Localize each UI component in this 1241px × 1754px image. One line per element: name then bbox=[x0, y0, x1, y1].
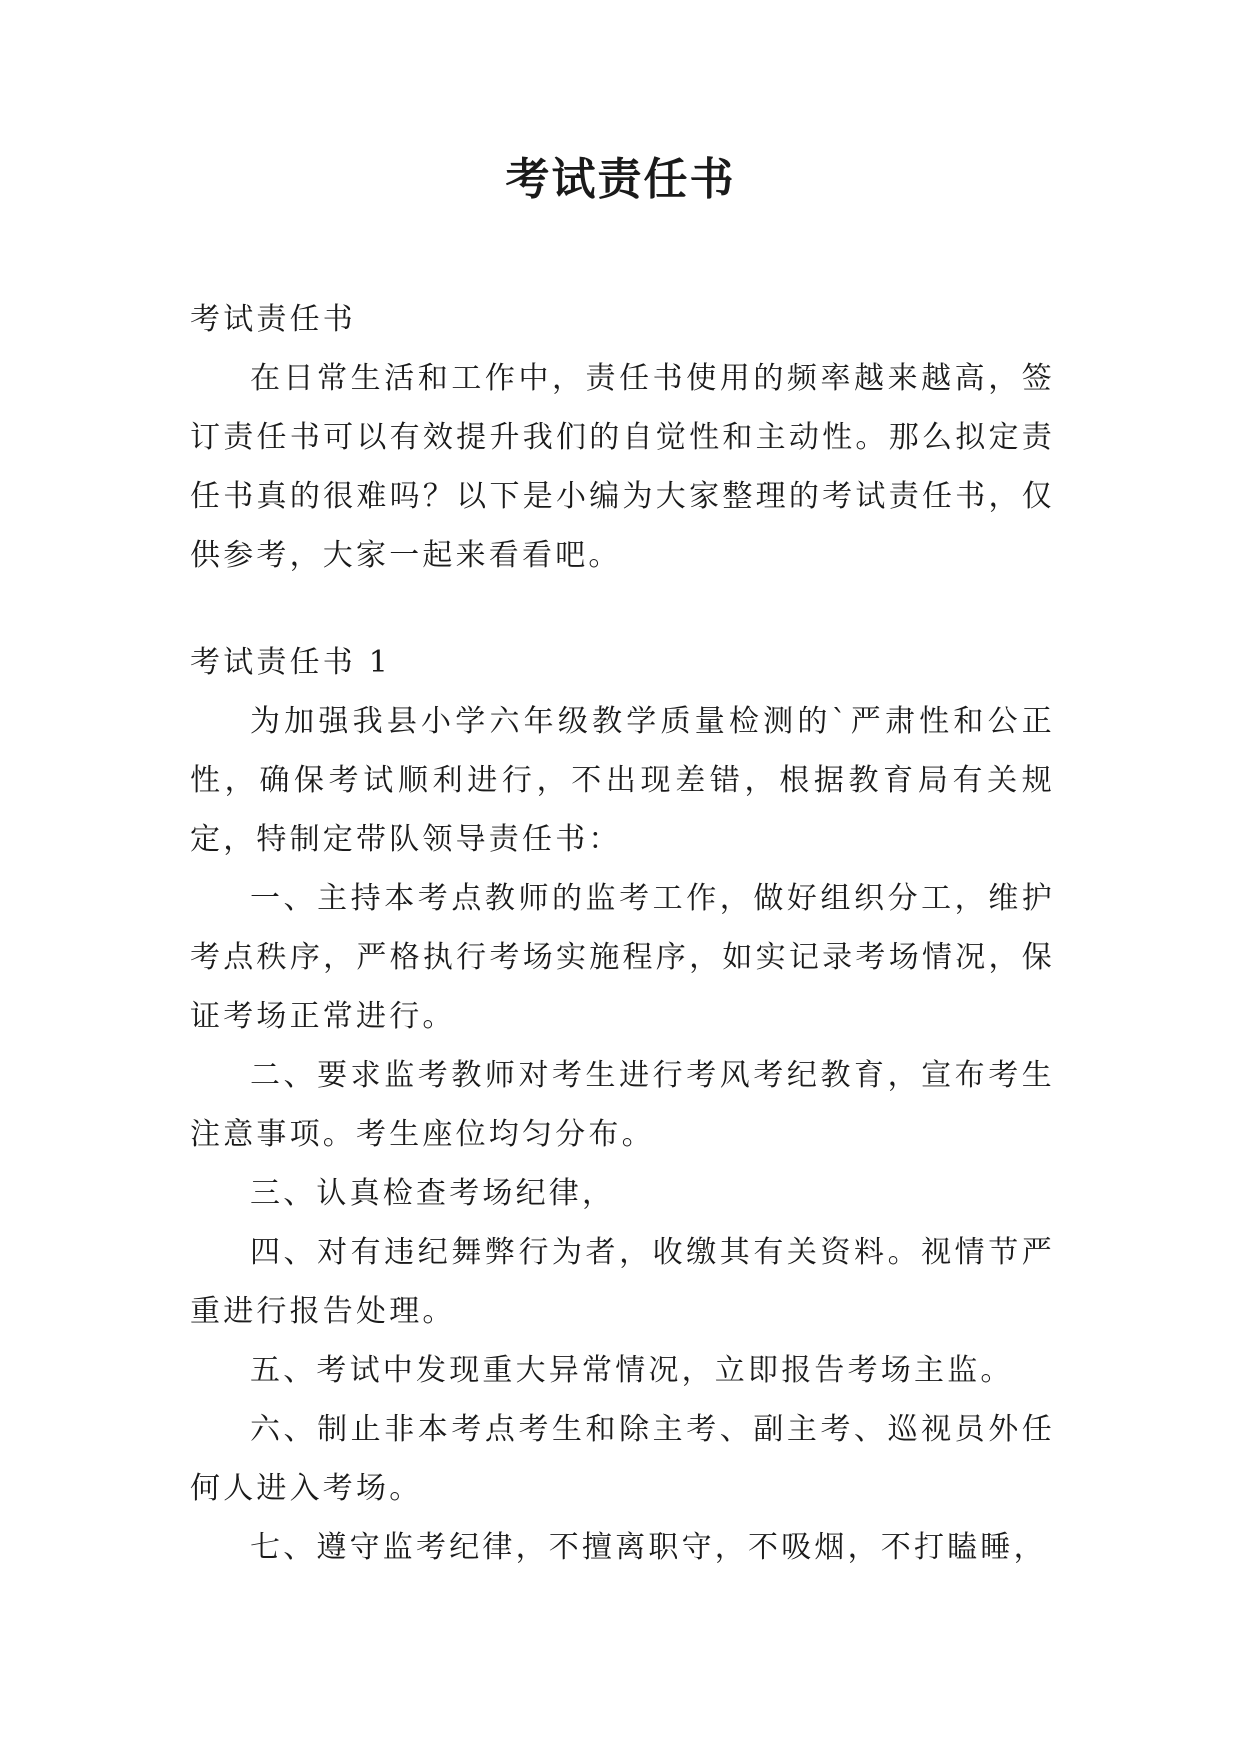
clause-4: 四、对有违纪舞弊行为者，收缴其有关资料。视情节严重进行报告处理。 bbox=[190, 1235, 1055, 1329]
document-body bbox=[190, 290, 1055, 1577]
section-1-intro: 为加强我县小学六年级教学质量检测的`严肃性和公正性，确保考试顺利进行，不出现差错，根据教育局有关规定，特制定带队领导责任书： bbox=[190, 704, 1055, 857]
section-1-heading: 考试责任书 1 bbox=[190, 645, 392, 680]
clause-6: 六、制止非本考点考生和除主考、副主考、巡视员外任何人进入考场。 bbox=[190, 1412, 1055, 1506]
clause-1: 一、主持本考点教师的监考工作，做好组织分工，维护考点秩序，严格执行考场实施程序，如实记录考场情况，保证考场正常进行。 bbox=[190, 881, 1055, 1034]
document-title: 考试责任书 bbox=[505, 154, 736, 205]
clause-3: 三、认真检查考场纪律， bbox=[250, 1176, 616, 1211]
section-spacer bbox=[190, 585, 1055, 633]
clause-2: 二、要求监考教师对考生进行考风考纪教育，宣布考生注意事项。考生座位均匀分布。 bbox=[190, 1058, 1055, 1152]
section-heading: 考试责任书 bbox=[190, 302, 356, 337]
clause-5: 五、考试中发现重大异常情况，立即报告考场主监。 bbox=[250, 1353, 1014, 1388]
clause-7: 七、遵守监考纪律，不擅离职守，不吸烟，不打瞌睡， bbox=[250, 1530, 1047, 1565]
intro-paragraph: 在日常生活和工作中，责任书使用的频率越来越高，签订责任书可以有效提升我们的自觉性和主动性。那么拟定责任书真的很难吗？以下是小编为大家整理的考试责任书，仅供参考，大家一起来看看吧。 bbox=[190, 361, 1055, 573]
